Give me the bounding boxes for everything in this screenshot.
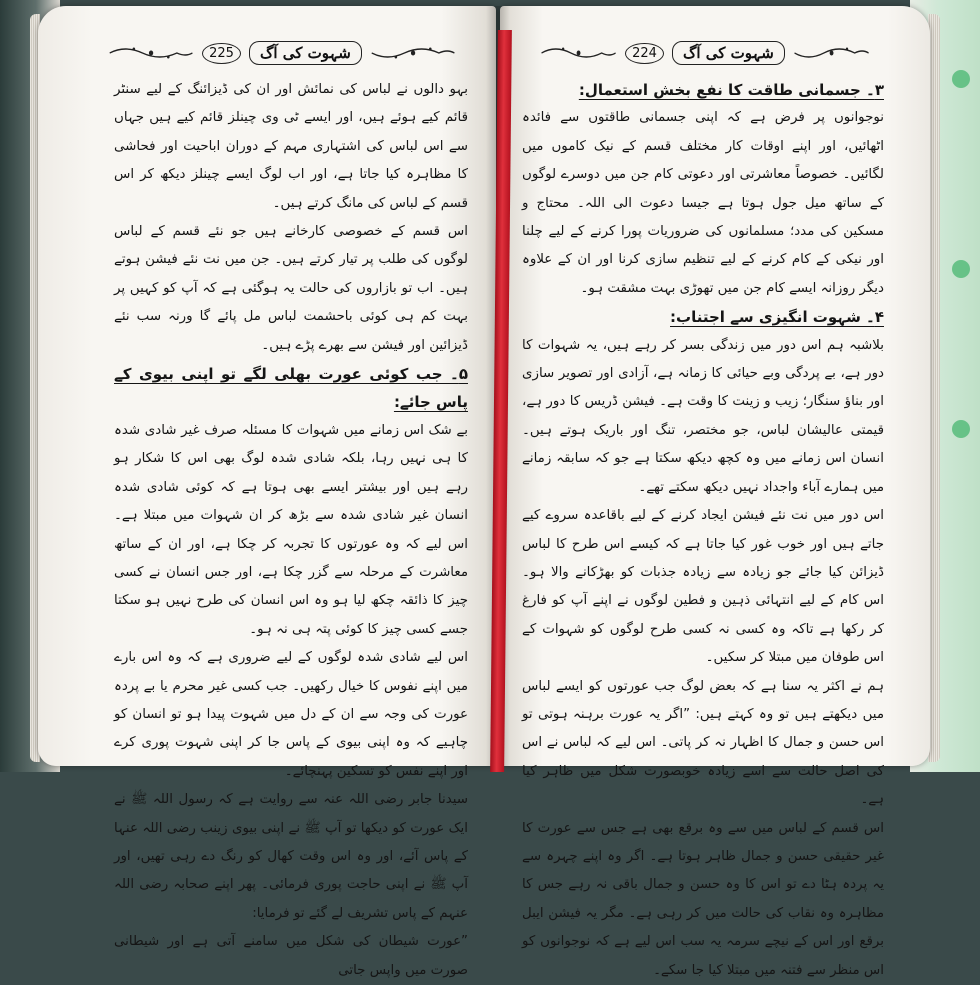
section-heading: ۴۔ شہوت انگیزی سے اجتناب:	[670, 308, 884, 327]
section-heading: ۵۔ جب کوئی عورت بھلی لگے تو اپنی بیوی کے پاس جائے:	[114, 365, 468, 412]
page-number: 224	[625, 43, 664, 64]
ornament-flourish-icon	[540, 43, 617, 63]
paragraph: نوجوانوں پر فرض ہے کہ اپنی جسمانی طاقتوں سے فائدہ اٹھائیں، اور اپنے اوقات کار مختلف قسم کے نیک کاموں میں لگائیں۔ خصوصاً معاشرتی اور دعوتی کام جن میں دوسرے لوگوں کے ساتھ میل جول ہوتا ہے جیسا دعوت الی اللہ۔ محتاج و مسکین کی مدد؛ مسلمانوں کی ضروریات پورا کرنے کے لیے چلنا اور نیکی کے کام کرنے کے لیے تنظیم سازی کرنا اور ان کے علاوہ دیگر روزانہ ایسے کام جن میں تھوڑی بہت مشقت ہو۔	[522, 110, 884, 296]
paragraph: بلاشبہ ہم اس دور میں زندگی بسر کر رہے ہیں، یہ شہوات کا دور ہے، بے پردگی وبے حیائی کا زمانہ ہے، آزادی اور تصویر سازی اور بناؤ سنگار؛ زیب و زینت کا وقت ہے۔ فیشن ڈریس کا دور ہے، قیمتی عالیشان لباس، جو مختصر، تنگ اور باریک ہوتے ہیں۔ انسان اس زمانے میں وہ کچھ دیکھ سکتا ہے جو کہ سابقہ زمانے میں ہمارے آباء واجداد نہیں دیکھ سکتے تھے۔	[522, 337, 884, 495]
quotation: ”عورت شیطان کی شکل میں سامنے آتی ہے اور شیطانی صورت میں واپس جاتی	[114, 934, 468, 978]
paragraph: بہو دالوں نے لباس کی نمائش اور ان کی ڈیزائنگ کے لیے سنٹر قائم کیے ہوئے ہیں، اور ایسے ٹی وی چینلز قائم کیے ہیں جہاں سے اس لباس کی اشتہاری مہم کے دوران اباحیت اور فحاشی کا مظاہرہ کیا جاتا ہے، اور اب لوگ ایسے چینلز دیکھ کر اس قسم کے لباس کی مانگ کرتے ہیں۔	[114, 82, 468, 211]
section-heading: ۳۔ جسمانی طاقت کا نفع بخش استعمال:	[578, 81, 884, 99]
paragraph: ہم نے اکثر یہ سنا ہے کہ بعض لوگ جب عورتوں کو ایسے لباس میں دیکھتے ہیں تو وہ کہتے ہیں: ”اگر یہ عورت برہنہ ہوتی تو اس حسن و جمال کا اظہار نہ کر پاتی۔ اس لیے کہ لباس نے اس کی اصل حالت سے اسے زیادہ خوبصورت شکل میں ظاہر کیا ہے۔	[522, 678, 884, 808]
running-title: شہوت کی آگ	[249, 41, 362, 65]
cover-pattern-dot	[952, 70, 970, 88]
paragraph: اس لیے شادی شدہ لوگوں کے لیے ضروری ہے کہ وہ اس بارے میں اپنے نفوس کا خیال رکھیں۔ جب کسی غیر محرم یا بے پردہ عورت کی وجہ سے ان کے دل میں شہوت پیدا ہو تو انسان کو چاہیے کہ وہ اپنی بیوی کے پاس جا کر اپنی شہوت پوری کرے اور اپنے نفس کو تسکین پہنچائے۔	[114, 650, 468, 779]
cover-pattern-dot	[952, 260, 970, 278]
ornament-flourish-icon	[370, 43, 456, 63]
paragraph: بے شک اس زمانے میں شہوات کا مسئلہ صرف غیر شادی شدہ کا ہی نہیں رہا، بلکہ شادی شدہ لوگ بھی اس کا شکار ہو رہے ہیں اور بیشتر ایسے بھی ہوتا ہے کہ کوئی شادی شدہ انسان غیر شادی شدہ سے بڑھ کر ان شہوات میں مبتلا ہے۔ اس لیے کہ وہ عورتوں کا تجربہ کر چکا ہے، اور ان کے ساتھ معاشرت کے مرحلہ سے گزر چکا ہے، اور جس انسان نے کسی چیز کا ذائقہ چکھ لیا ہو وہ اس انسان کی طرح نہیں ہو سکتا جسے کسی چیز کا کوئی پتہ ہی نہ ہو۔	[114, 422, 468, 637]
right-page-body	[522, 76, 884, 978]
cover-pattern-dot	[952, 420, 970, 438]
page-number: 225	[202, 43, 241, 64]
left-page	[38, 6, 496, 978]
ornament-flourish-icon	[793, 43, 870, 63]
right-page	[500, 6, 930, 978]
paragraph: اس قسم کے لباس میں سے وہ برقع بھی ہے جس سے عورت کا غیر حقیقی حسن و جمال ظاہر ہوتا ہے۔ اگر وہ اپنے چہرہ سے یہ پردہ ہٹا دے تو اس کا وہ حسن و جمال باقی نہ رہے جس کا مظاہرہ وہ نقاب کی حالت میں کر رہی ہے۔ مگر یہ فیشن ایبل برقع اور اس کے نیچے سرمہ یہ سب اس لیے ہے کہ نوجوانوں کو اس منظر سے فتنہ میں مبتلا کیا جا سکے۔	[522, 820, 884, 978]
left-page-body	[114, 76, 468, 978]
left-page-header	[108, 36, 456, 70]
ornament-flourish-icon	[108, 43, 194, 63]
right-page-header	[540, 36, 870, 70]
paragraph: سیدنا جابر رضی اللہ عنہ سے روایت ہے کہ رسول اللہ ﷺ نے ایک عورت کو دیکھا تو آپ ﷺ نے اپنی بیوی زینب رضی اللہ عنہا کے پاس آئے، اور وہ اس وقت کھال کو رنگ دے رہی تھیں، اور آپ ﷺ نے اپنی حاجت پوری فرمائی۔ پھر اپنے صحابہ رضی اللہ عنہم کے پاس تشریف لے گئے تو فرمایا:	[114, 792, 468, 921]
paragraph: اس دور میں نت نئے فیشن ایجاد کرنے کے لیے باقاعدہ سروے کیے جاتے ہیں اور خوب غور کیا جاتا ہے کہ کیسے اس طرح کا لباس ڈیزائن کیا جائے جو زیادہ سے زیادہ جذبات کو بھڑکانے والا ہو۔ اس کام کے لیے انتہائی ذہین و فطین لوگوں نے اپنے آپ کو فارغ کر رکھا ہے تاکہ وہ کسی نہ کسی طرح لوگوں کو شہوات کے اس طوفان میں مبتلا کر سکیں۔	[522, 508, 884, 666]
paragraph: اس قسم کے خصوصی کارخانے ہیں جو نئے قسم کے لباس لوگوں کی طلب پر تیار کرتے ہیں۔ جن میں نت نئے فیشن ہوتے ہیں۔ اب تو بازاروں کی حالت یہ ہوگئی ہے کہ آپ کو کہیں پر بہت کم ہی کوئی باحشمت لباس مل پائے گا ورنہ سب نئے ڈیزائین اور فیشن سے بھرے پڑے ہیں۔	[114, 224, 468, 353]
running-title: شہوت کی آگ	[672, 41, 785, 65]
